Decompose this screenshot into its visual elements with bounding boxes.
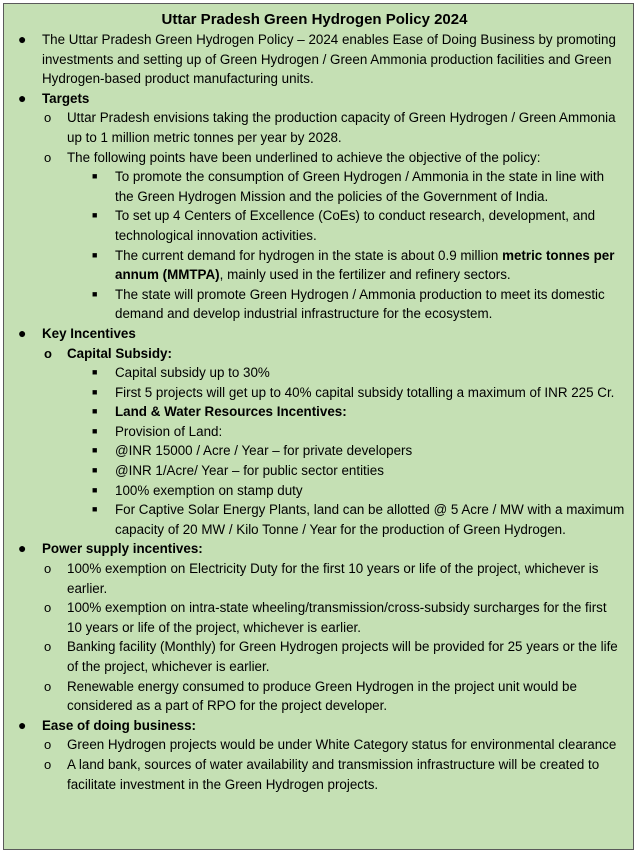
bullet-circle-icon: o: [44, 737, 52, 753]
bullet-square-icon: ■: [92, 425, 98, 436]
bullet-square-icon: ■: [92, 288, 98, 299]
policy-box: [3, 3, 634, 850]
incentive-item: ■ For Captive Solar Energy Plants, land can be allotted @ 5 Acre / MW with a maximum capacity of 20 MW / Kilo Tonne / Year for the production of Green Hydrogen.: [92, 502, 625, 537]
bullet-disc-icon: ●: [18, 31, 27, 47]
power-item: o 100% exemption on intra-state wheeling/transmission/cross-subsidy surcharges for the first 10 years or life of the project, whichever is earlier.: [44, 600, 607, 635]
bullet-square-icon: ■: [92, 406, 98, 417]
power-item: o Renewable energy consumed to produce Green Hydrogen in the project unit would be considered as a part of RPO for the project developer.: [44, 678, 577, 714]
bullet-square-icon: ■: [92, 210, 98, 221]
ease-item: o Green Hydrogen projects would be under White Category status for environmental clearance: [4, 735, 625, 755]
bullet-circle-icon: o: [44, 110, 52, 126]
capital-subsidy-heading: o Capital Subsidy:: [4, 344, 625, 364]
bullet-disc-icon: ●: [18, 540, 27, 557]
power-heading: ● Power supply incentives:: [4, 539, 625, 559]
incentive-item: ■ Land & Water Resources Incentives:: [4, 402, 625, 422]
targets-points-intro: o The following points have been underlined to achieve the objective of the policy:: [4, 148, 625, 168]
target-point: ■ The current demand for hydrogen in the state is about 0.9 million metric tonnes per annum (MMTPA), mainly used in the fertilizer and refinery sectors.: [92, 247, 615, 283]
bullet-disc-icon: ●: [18, 716, 27, 733]
bullet-disc-icon: ●: [18, 324, 27, 341]
bullet-square-icon: ■: [92, 386, 98, 397]
bullet-circle-icon: o: [44, 678, 52, 694]
power-item: o 100% exemption on Electricity Duty for the first 10 years or life of the project, whichever is earlier.: [44, 561, 599, 596]
bullet-circle-icon: o: [44, 149, 52, 165]
page-title: Uttar Pradesh Green Hydrogen Policy 2024: [161, 11, 468, 28]
target-point: ■ The state will promote Green Hydrogen / Ammonia production to meet its domestic demand and develop industrial infrastructure for the ecosystem.: [92, 286, 605, 322]
intro-item: [4, 30, 625, 89]
intro-text: The Uttar Pradesh Green Hydrogen Policy – 2024 enables Ease of Doing Business by promoting investments and setting up of Green Hydrogen / Green Ammonia production facilities and Green Hydrogen-based product manufacturing units.: [42, 32, 616, 87]
target-point: ■ To set up 4 Centers of Excellence (CoEs) to conduct research, development, and technological innovation activities.: [92, 208, 596, 243]
ease-item: o A land bank, sources of water availability and transmission infrastructure will be created to facilitate investment in the Green Hydrogen projects.: [44, 756, 600, 792]
bullet-circle-icon: o: [44, 756, 52, 772]
bullet-square-icon: ■: [92, 484, 98, 495]
incentive-item: ■ @INR 15000 / Acre / Year – for private developers: [4, 441, 625, 461]
bullet-circle-icon: o: [44, 600, 52, 616]
incentive-item: ■ First 5 projects will get up to 40% capital subsidy totalling a maximum of INR 225 Cr.: [4, 383, 625, 403]
incentive-item: ■ Provision of Land:: [4, 422, 625, 442]
targets-capacity: o Uttar Pradesh envisions taking the production capacity of Green Hydrogen / Green Ammonia up to 1 million metric tonnes per year by 2028.: [44, 110, 616, 145]
bullet-square-icon: ■: [92, 367, 98, 378]
incentive-item: ■ Capital subsidy up to 30%: [4, 363, 625, 383]
target-point: ■ To promote the consumption of Green Hydrogen / Ammonia in the state in line with the Green Hydrogen Mission and the policies of the Government of India.: [92, 169, 605, 204]
bullet-circle-icon: o: [44, 345, 52, 361]
bullet-square-icon: ■: [92, 504, 98, 515]
power-item: o Banking facility (Monthly) for Green Hydrogen projects will be provided for 25 years or the life of the project, whichever is earlier.: [44, 639, 618, 674]
bullet-disc-icon: ●: [18, 89, 27, 106]
bullet-circle-icon: o: [44, 639, 52, 655]
incentives-heading: ● Key Incentives: [4, 324, 625, 344]
bullet-square-icon: ■: [92, 445, 98, 456]
incentive-item: ■ 100% exemption on stamp duty: [4, 481, 625, 501]
ease-heading: ● Ease of doing business:: [4, 716, 625, 736]
bullet-square-icon: ■: [92, 465, 98, 476]
bullet-square-icon: ■: [92, 249, 98, 260]
bullet-square-icon: ■: [92, 171, 98, 182]
targets-heading: ● Targets: [4, 89, 625, 109]
bullet-circle-icon: o: [44, 561, 52, 577]
incentive-item: ■ @INR 1/Acre/ Year – for public sector entities: [4, 461, 625, 481]
